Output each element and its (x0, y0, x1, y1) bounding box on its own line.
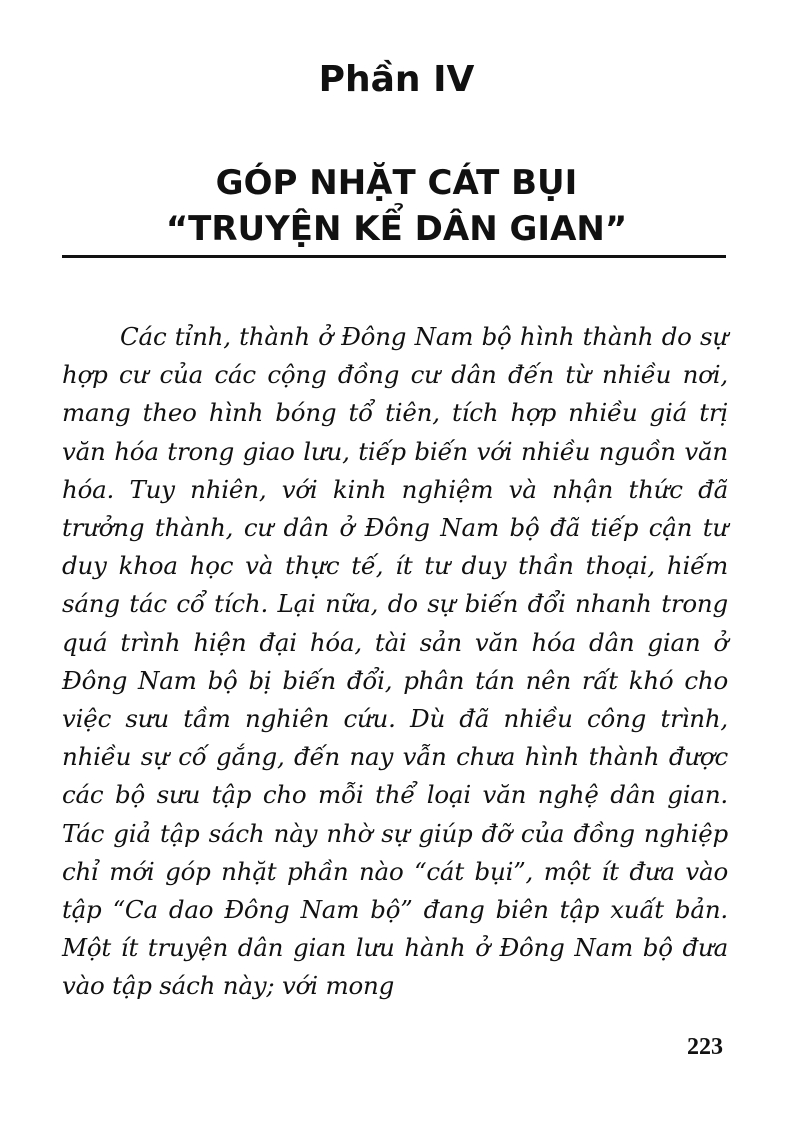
chapter-heading-line-1: GÓP NHẶT CÁT BỤI (215, 163, 578, 203)
heading-divider (62, 255, 726, 258)
page-number: 223 (687, 1034, 723, 1060)
chapter-heading (0, 160, 793, 252)
part-title: Phần IV (318, 59, 475, 100)
chapter-heading-line-2: “TRUYỆN KỂ DÂN GIAN” (165, 209, 628, 249)
body-paragraph: Các tỉnh, thành ở Đông Nam bộ hình thành do sự hợp cư của các cộng đồng cư dân đến từ nhiều nơi, mang theo hình bóng tổ tiên, tích hợp nhiều giá trị văn hóa trong giao lưu, tiếp biến với nhiều nguồn văn hóa. Tuy nhiên, với kinh nghiệm và nhận thức đã trưởng thành, cư dân ở Đông Nam bộ đã tiếp cận tư duy khoa học và thực tế, ít tư duy thần thoại, hiếm sáng tác cổ tích. Lại nữa, do sự biến đổi nhanh trong quá trình hiện đại hóa, tài sản văn hóa dân gian ở Đông Nam bộ bị biến đổi, phân tán nên rất khó cho việc sưu tầm nghiên cứu. Dù đã nhiều công trình, nhiều sự cố gắng, đến nay vẫn chưa hình thành được các bộ sưu tập cho mỗi thể loại văn nghệ dân gian. Tác giả tập sách này nhờ sự giúp đỡ của đồng nghiệp chỉ mới góp nhặt phần nào “cát bụi”, một ít đưa vào tập “Ca dao Đông Nam bộ” đang biên tập xuất bản. Một ít truyện dân gian lưu hành ở Đông Nam bộ đưa vào tập sách này; với mong (62, 322, 728, 1001)
